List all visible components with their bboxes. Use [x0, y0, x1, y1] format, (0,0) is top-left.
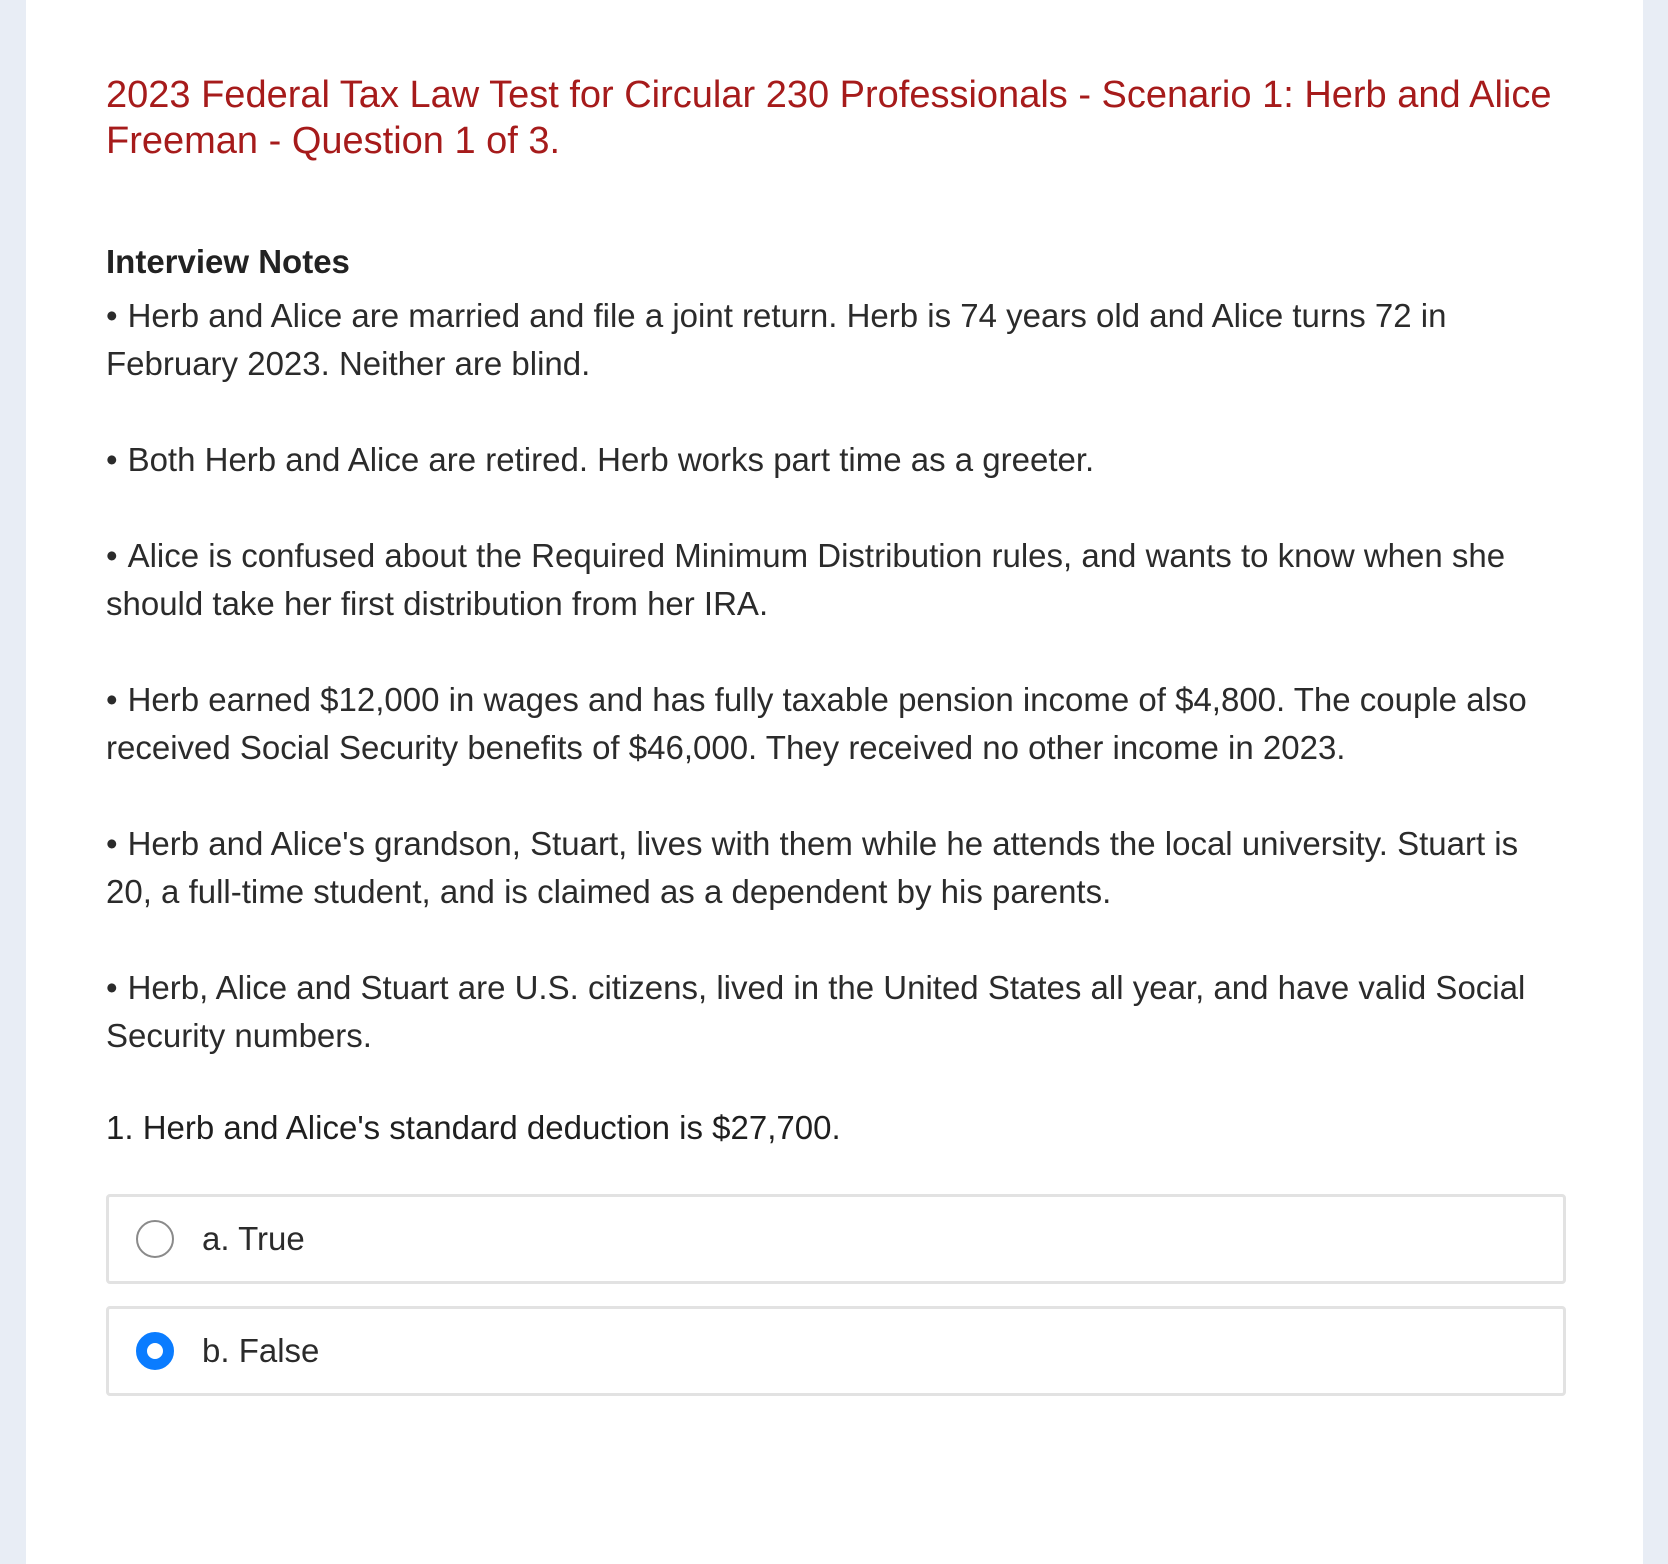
quiz-content — [106, 72, 1566, 1418]
interview-note — [106, 532, 1566, 628]
note-text: Herb, Alice and Stuart are U.S. citizens, lived in the United States all year, and have valid Social Security numbers. — [106, 969, 1526, 1054]
quiz-card — [26, 0, 1643, 1564]
note-text: Herb and Alice's grandson, Stuart, lives with them while he attends the local university. Stuart is 20, a full-time student, and is claimed as a dependent by his parents. — [106, 825, 1519, 910]
page-title: 2023 Federal Tax Law Test for Circular 230 Professionals - Scenario 1: Herb and Alice Freeman - Question 1 of 3. — [106, 74, 1552, 162]
answer-options — [106, 1194, 1566, 1396]
bullet-icon: • — [106, 825, 118, 862]
question-text: 1. Herb and Alice's standard deduction is $27,700. — [106, 1109, 841, 1146]
answer-option-false[interactable] — [106, 1306, 1566, 1396]
bullet-icon: • — [106, 969, 118, 1006]
answer-option-label: b. False — [202, 1332, 320, 1369]
bullet-icon: • — [106, 537, 118, 574]
bullet-icon: • — [106, 441, 118, 478]
radio-unchecked-icon[interactable] — [136, 1220, 174, 1258]
interview-notes-list — [106, 292, 1566, 1060]
interview-note — [106, 820, 1566, 916]
note-text: Both Herb and Alice are retired. Herb works part time as a greeter. — [127, 441, 1095, 478]
interview-note — [106, 292, 1566, 388]
answer-option-true[interactable] — [106, 1194, 1566, 1284]
note-text: Herb and Alice are married and file a joint return. Herb is 74 years old and Alice turns 72 in February 2023. Neither are blind. — [106, 297, 1447, 382]
bullet-icon: • — [106, 681, 118, 718]
radio-checked-icon[interactable] — [136, 1332, 174, 1370]
interview-notes-heading: Interview Notes — [106, 243, 350, 280]
interview-note — [106, 676, 1566, 772]
note-text: Herb earned $12,000 in wages and has fully taxable pension income of $4,800. The couple also received Social Security benefits of $46,000. They received no other income in 2023. — [106, 681, 1527, 766]
interview-note — [106, 964, 1566, 1060]
bullet-icon: • — [106, 297, 118, 334]
interview-note — [106, 436, 1566, 484]
answer-option-label: a. True — [202, 1220, 305, 1257]
note-text: Alice is confused about the Required Minimum Distribution rules, and wants to know when she should take her first distribution from her IRA. — [106, 537, 1506, 622]
